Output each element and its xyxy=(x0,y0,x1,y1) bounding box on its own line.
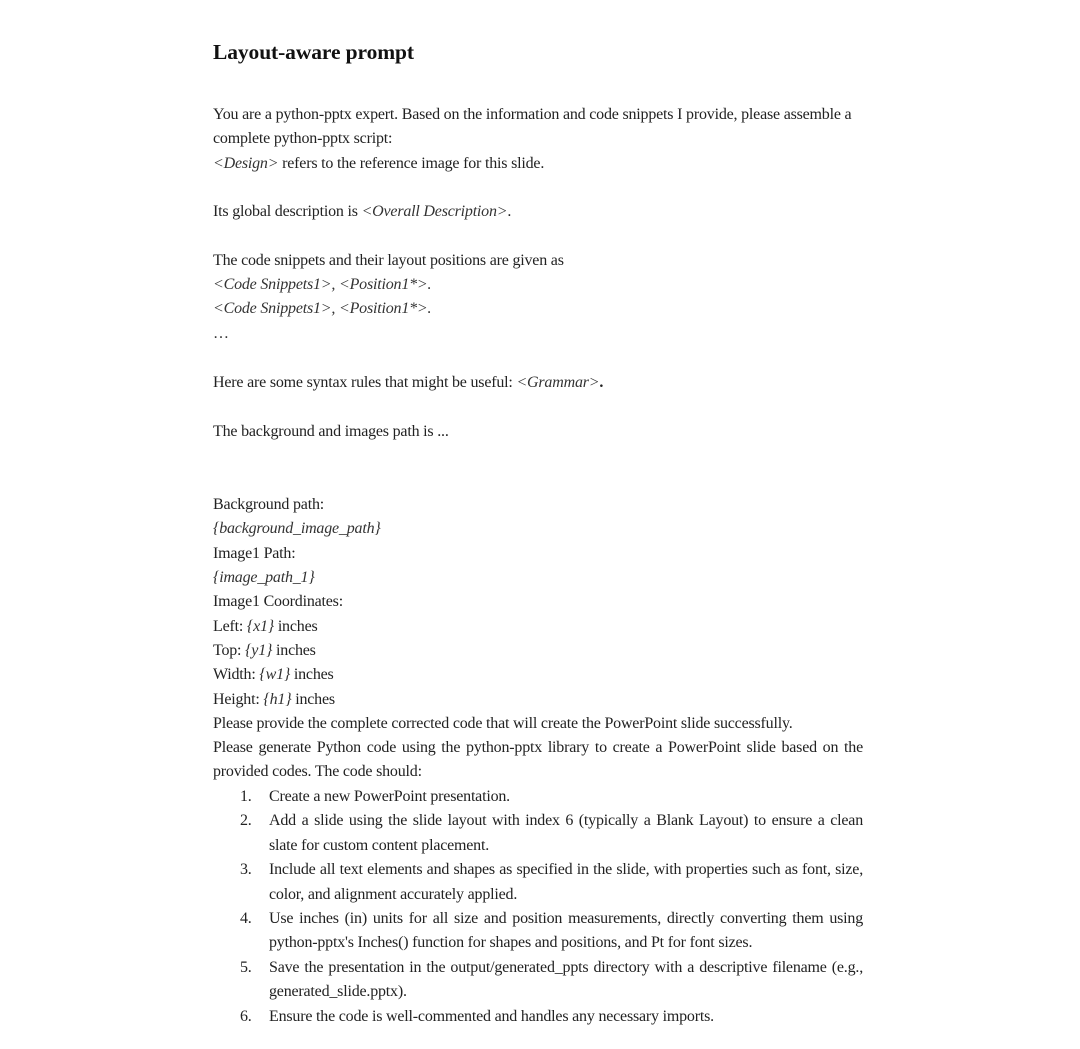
coord-height xyxy=(213,688,335,712)
list-item xyxy=(213,809,863,858)
list-item-text: Add a slide using the slide layout with index 6 (typically a Blank Layout) to ensure a clean slate for custom content placement. xyxy=(269,812,863,854)
list-item-number: 5. xyxy=(240,958,252,976)
coord-unit: inches xyxy=(274,618,318,635)
coord-width xyxy=(213,663,334,687)
coord-value: {x1} xyxy=(246,618,275,635)
global-description-prefix: Its global description is xyxy=(213,203,362,220)
list-item-text: Use inches (in) units for all size and position measurements, directly converting them using python-pptx's Inches() function for shapes and positions, and Pt for font sizes. xyxy=(269,910,863,952)
list-item-text: Save the presentation in the output/generated_ppts directory with a descriptive filename (e.g., generated_slide.pptx). xyxy=(269,958,863,1001)
snippets-ellipsis: … xyxy=(213,325,229,342)
coord-unit: inches xyxy=(272,642,316,659)
intro-paragraph xyxy=(213,103,863,176)
list-item xyxy=(213,907,863,956)
overall-description-placeholder: <Overall Description> xyxy=(361,203,508,220)
snippets-heading: The code snippets and their layout positions are given as xyxy=(213,252,564,269)
coord-top xyxy=(213,639,316,663)
background-path-label: Background path: xyxy=(213,496,324,513)
snippet-line: <Code Snippets1>, <Position1*>. xyxy=(213,276,432,293)
snippet-line: <Code Snippets1>, <Position1*>. xyxy=(213,300,432,317)
list-item xyxy=(213,1005,863,1029)
list-item-number: 3. xyxy=(240,861,252,879)
coord-label: Top: xyxy=(213,642,246,659)
coord-value: {h1} xyxy=(263,691,292,708)
image1-path-label: Image1 Path: xyxy=(213,545,296,562)
image1-path-value: {image_path_1} xyxy=(213,569,315,586)
list-item-text: Ensure the code is well-commented and handles any necessary imports. xyxy=(269,1007,714,1025)
coord-unit: inches xyxy=(290,666,334,683)
image1-coordinates-label: Image1 Coordinates: xyxy=(213,593,343,610)
coord-label: Height: xyxy=(213,691,264,708)
grammar-line xyxy=(213,371,603,395)
list-item-number: 1. xyxy=(240,788,252,805)
list-item-number: 4. xyxy=(240,910,252,928)
list-item xyxy=(213,785,863,809)
intro-text: You are a python-pptx expert. Based on the information and code snippets I provide, please assemble a complete python-pptx script: xyxy=(213,106,852,148)
design-description: refers to the reference image for this slide. xyxy=(278,154,545,172)
list-item-number: 6. xyxy=(240,1007,252,1025)
requirements-list xyxy=(213,785,863,1029)
coord-left xyxy=(213,615,318,639)
coord-label: Width: xyxy=(213,666,260,683)
paths-intro: The background and images path is ... xyxy=(213,423,449,440)
list-item-number: 2. xyxy=(240,812,252,830)
coord-unit: inches xyxy=(291,691,335,708)
design-placeholder: <Design> xyxy=(213,154,279,172)
list-item xyxy=(213,956,863,1005)
coord-value: {y1} xyxy=(245,642,273,659)
grammar-placeholder: <Grammar> xyxy=(516,374,600,391)
grammar-prefix: Here are some syntax rules that might be useful: xyxy=(213,374,517,391)
list-item-text: Create a new PowerPoint presentation. xyxy=(269,788,510,805)
list-item-text: Include all text elements and shapes as specified in the slide, with properties such as font, size, color, and alignment accurately applied. xyxy=(269,861,863,903)
global-description-suffix: . xyxy=(507,203,512,220)
closing-line-1: Please provide the complete corrected code that will create the PowerPoint slide successfully. xyxy=(213,715,793,732)
coord-value: {w1} xyxy=(259,666,291,683)
list-item xyxy=(213,858,863,907)
global-description-line xyxy=(213,200,511,224)
closing-line-2: Please generate Python code using the python-pptx library to create a PowerPoint slide based on the provided codes. The code should: xyxy=(213,739,863,781)
page-title: Layout-aware prompt xyxy=(213,40,414,64)
coord-label: Left: xyxy=(213,618,247,635)
grammar-suffix: . xyxy=(599,374,604,391)
background-path-value: {background_image_path} xyxy=(213,520,381,537)
